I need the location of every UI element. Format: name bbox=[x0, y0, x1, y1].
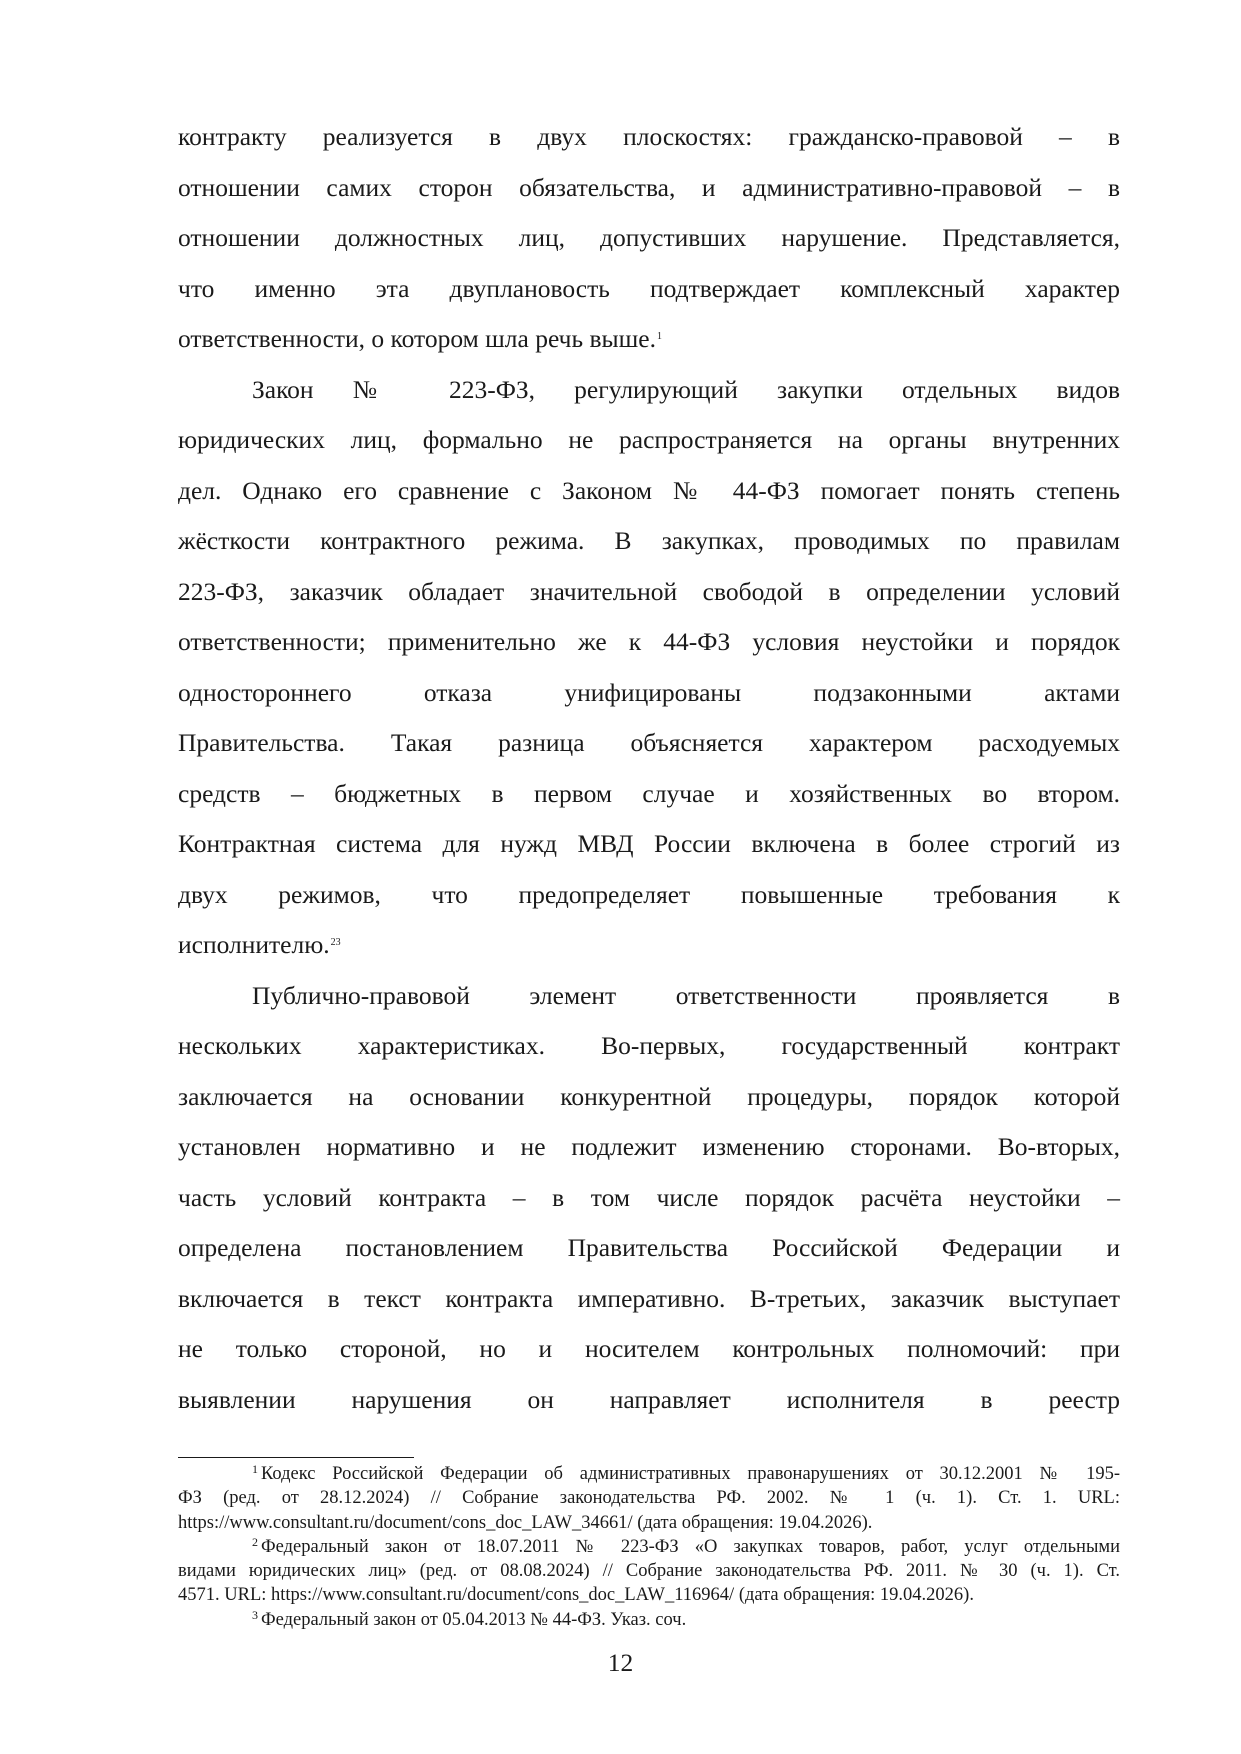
footnote-text: Федеральный закон от 18.07.2011 № 223-ФЗ «О закупках товаров, работ, услуг отдельными bbox=[261, 1536, 1120, 1557]
body-line bbox=[178, 365, 1120, 416]
body-line bbox=[178, 1223, 1120, 1274]
body-line bbox=[178, 769, 1120, 820]
line-text: отношении самих сторон обязательства, и административно-правовой – в bbox=[178, 172, 1120, 202]
body-line bbox=[178, 567, 1120, 618]
footnote-line bbox=[178, 1559, 1120, 1583]
body-line bbox=[178, 1122, 1120, 1173]
footnote-link[interactable]: https://www.consultant.ru/document/cons_doc_LAW_34661/ (дата обращения: 19.04.2026). bbox=[178, 1512, 873, 1533]
line-text: двух режимов, что предопределяет повышенные требования к bbox=[178, 879, 1120, 909]
line-text: 223-ФЗ, заказчик обладает значительной свободой в определении условий bbox=[178, 576, 1120, 606]
line-text: исполнителю. bbox=[178, 930, 330, 959]
body-line bbox=[178, 920, 1120, 971]
body-line bbox=[178, 516, 1120, 567]
body-line bbox=[178, 213, 1120, 264]
line-text: включается в текст контракта императивно. В-третьих, заказчик выступает bbox=[178, 1283, 1120, 1313]
line-text: заключается на основании конкурентной процедуры, порядок которой bbox=[178, 1081, 1120, 1111]
footnote-text: Федеральный закон от 05.04.2013 № 44-ФЗ. Указ. соч. bbox=[261, 1609, 687, 1630]
body-line bbox=[178, 1021, 1120, 1072]
line-text: нескольких характеристиках. Во-первых, государственный контракт bbox=[178, 1031, 1120, 1060]
footnote-line bbox=[178, 1583, 1120, 1607]
body-text bbox=[178, 112, 1120, 1425]
footnote-separator bbox=[178, 1457, 414, 1458]
line-text: определена постановлением Правительства Российской Федерации и bbox=[178, 1233, 1120, 1262]
line-text: выявлении нарушения он направляет исполнителя в реестр bbox=[178, 1384, 1120, 1414]
body-line bbox=[178, 1324, 1120, 1375]
body-line bbox=[178, 1072, 1120, 1123]
footnote-marker: 1 bbox=[252, 1462, 258, 1476]
line-text: юридических лиц, формально не распространяется на органы внутренних bbox=[178, 425, 1120, 454]
footnote-line bbox=[178, 1535, 1120, 1559]
line-text: что именно эта двуплановость подтверждает комплексный характер bbox=[178, 273, 1120, 303]
line-text: Правительства. Такая разница объясняется характером расходуемых bbox=[178, 728, 1120, 757]
line-text: часть условий контракта – в том числе порядок расчёта неустойки – bbox=[178, 1182, 1120, 1212]
line-text: Закон № 223-ФЗ, регулирующий закупки отдельных видов bbox=[252, 374, 1120, 404]
body-line bbox=[178, 112, 1120, 163]
footnote-marker: 2 bbox=[252, 1534, 258, 1549]
page-number: 12 bbox=[607, 1648, 634, 1677]
footnote-text: ФЗ (ред. от 28.12.2024) // Собрание законодательства РФ. 2002. № 1 (ч. 1). Ст. 1. URL: bbox=[178, 1488, 1120, 1509]
footnote-link[interactable]: 4571. URL: https://www.consultant.ru/document/cons_doc_LAW_116964/ (дата обращения: 19.04.2026). bbox=[178, 1585, 974, 1606]
footnote-marker: 3 bbox=[252, 1607, 258, 1622]
body-line bbox=[178, 1375, 1120, 1426]
line-text: отношении должностных лиц, допустивших нарушение. Представляется, bbox=[178, 223, 1120, 252]
footnotes bbox=[178, 1462, 1120, 1632]
body-line bbox=[178, 314, 1120, 365]
body-line bbox=[178, 1274, 1120, 1325]
body-line bbox=[178, 971, 1120, 1022]
line-text: не только стороной, но и носителем контрольных полномочий: при bbox=[178, 1334, 1120, 1363]
body-line bbox=[178, 870, 1120, 921]
line-text: одностороннего отказа унифицированы подзаконными актами bbox=[178, 677, 1120, 707]
line-text: дел. Однако его сравнение с Законом № 44-ФЗ помогает понять степень bbox=[178, 475, 1120, 505]
body-line bbox=[178, 163, 1120, 214]
line-text: контракту реализуется в двух плоскостях: гражданско-правовой – в bbox=[178, 122, 1120, 151]
body-line bbox=[178, 466, 1120, 517]
body-line bbox=[178, 668, 1120, 719]
footnote-text: Кодекс Российской Федерации об административных правонарушениях от 30.12.2001 № 195- bbox=[261, 1464, 1120, 1484]
line-text: средств – бюджетных в первом случае и хозяйственных во втором. bbox=[178, 778, 1120, 808]
footnote-line bbox=[178, 1511, 1120, 1535]
footnote-reference[interactable]: 1 bbox=[656, 331, 662, 342]
body-line bbox=[178, 617, 1120, 668]
body-line bbox=[178, 1173, 1120, 1224]
line-text: Публично-правовой элемент ответственности проявляется в bbox=[252, 980, 1120, 1010]
body-line bbox=[178, 415, 1120, 466]
body-line bbox=[178, 718, 1120, 769]
footnote-reference[interactable]: 23 bbox=[330, 937, 341, 948]
line-text: ответственности, о котором шла речь выше. bbox=[178, 324, 656, 353]
line-text: Контрактная система для нужд МВД России включена в более строгий из bbox=[178, 829, 1120, 858]
footnote-line bbox=[178, 1608, 1120, 1632]
line-text: жёсткости контрактного режима. В закупках, проводимых по правилам bbox=[178, 526, 1120, 555]
line-text: ответственности; применительно же к 44-ФЗ условия неустойки и порядок bbox=[178, 627, 1120, 656]
body-line bbox=[178, 264, 1120, 315]
footnote-line bbox=[178, 1462, 1120, 1486]
footnote-text: видами юридических лиц» (ред. от 08.08.2024) // Собрание законодательства РФ. 2011. № 30 (ч. 1). Ст. bbox=[178, 1561, 1120, 1582]
line-text: установлен нормативно и не подлежит изменению сторонами. Во-вторых, bbox=[178, 1132, 1120, 1161]
footnote-line bbox=[178, 1486, 1120, 1510]
body-line bbox=[178, 819, 1120, 870]
